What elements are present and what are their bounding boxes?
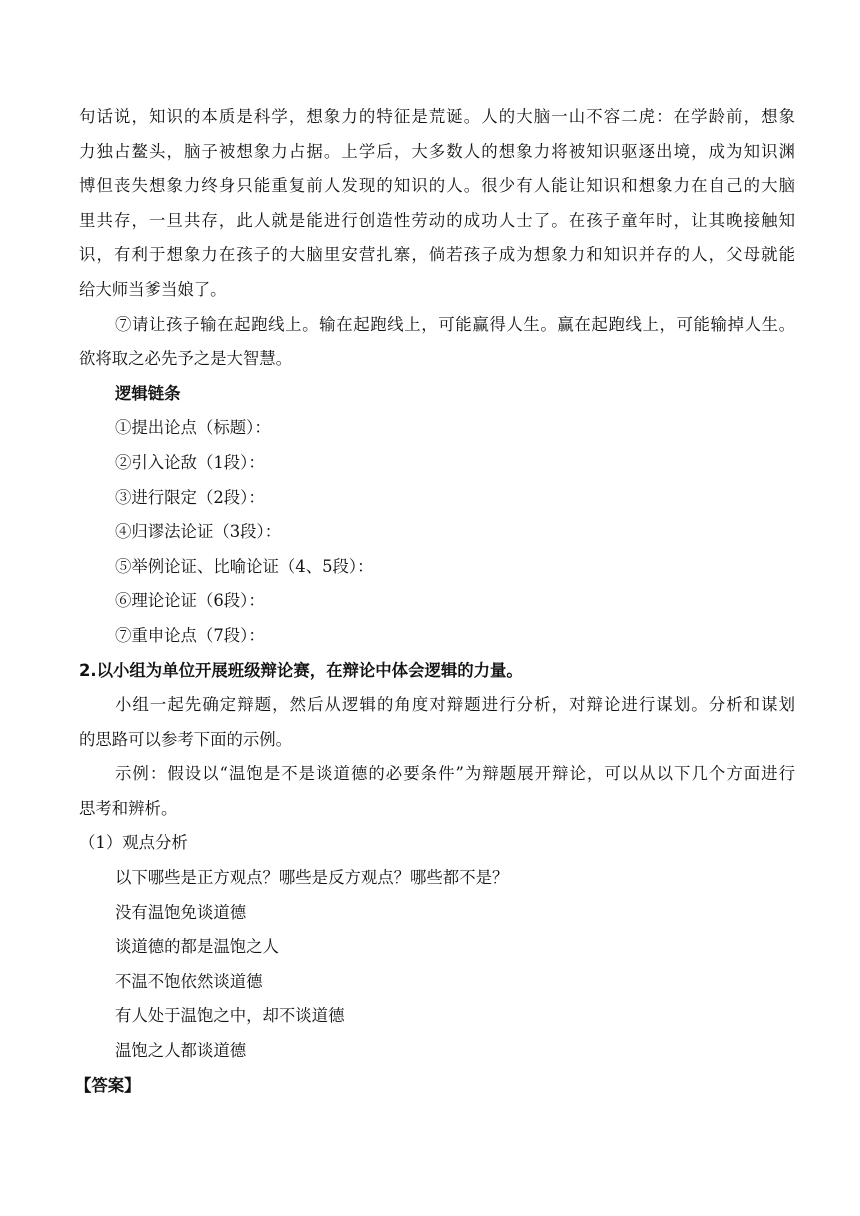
text-line: 给大师当爹当娘了。 <box>79 279 227 299</box>
logic-chain-item: ④归谬法论证（3段）： <box>115 522 282 542</box>
paragraph-7 <box>79 308 795 377</box>
text-line: 示例：假设以“温饱是不是谈道德的必要条件”为辩题展开辩论，可以从以下几个方面进行 <box>115 764 795 784</box>
paragraph-6 <box>79 100 795 308</box>
document-page <box>75 100 795 1103</box>
statement-item: 温饱之人都谈道德 <box>115 1041 247 1061</box>
text-line: 的思路可以参考下面的示例。 <box>79 729 293 749</box>
logic-chain-item: ⑦重申论点（7段）： <box>115 625 265 645</box>
statement-item: 没有温饱免谈道德 <box>115 902 247 922</box>
logic-chain-item: ⑤举例论证、比喻论证（4、5段）： <box>115 556 374 576</box>
logic-chain-heading: 逻辑链条 <box>115 383 181 403</box>
answer-label: 【答案】 <box>75 1075 141 1095</box>
text-line: 力独占鳌头，脑子被想象力占据。上学后，大多数人的想象力将被知识驱逐出境，成为知识渊 <box>79 141 795 161</box>
logic-chain-item: ③进行限定（2段）： <box>115 487 265 507</box>
question-title: 2.以小组为单位开展班级辩论赛，在辩论中体会逻辑的力量。 <box>79 660 523 680</box>
logic-chain-section <box>79 377 795 654</box>
statement-item: 有人处于温饱之中，却不谈道德 <box>115 1006 345 1026</box>
text-line: 欲将取之必先予之是大智慧。 <box>79 349 293 369</box>
text-line: 思考和辨析。 <box>79 798 178 818</box>
statement-item: 谈道德的都是温饱之人 <box>115 937 279 957</box>
text-line: ⑦请让孩子输在起跑线上。输在起跑线上，可能赢得人生。赢在起跑线上，可能输掉人生。 <box>115 314 795 334</box>
logic-chain-item: ②引入论敌（1段）： <box>115 452 265 472</box>
text-line: 博但丧失想象力终身只能重复前人发现的知识的人。很少有人能让知识和想象力在自己的大脑 <box>79 176 795 196</box>
text-line: 句话说，知识的本质是科学，想象力的特征是荒诞。人的大脑一山不容二虎：在学龄前，想象 <box>79 107 795 126</box>
text-line: 里共存，一旦共存，此人就是能进行创造性劳动的成功人士了。在孩子童年时，让其晚接触知 <box>79 210 795 230</box>
logic-chain-item: ⑥理论论证（6段）： <box>115 591 265 611</box>
text-line: 小组一起先确定辩题，然后从逻辑的角度对辩题进行分析，对辩论进行谋划。分析和谋划 <box>115 695 795 715</box>
question-2 <box>79 654 795 1069</box>
sub-heading: （1）观点分析 <box>79 833 188 853</box>
statement-item: 不温不饱依然谈道德 <box>115 971 263 991</box>
text-line: 识，有利于想象力在孩子的大脑里安营扎寨，倘若孩子成为想象力和知识并存的人，父母就能 <box>79 245 795 265</box>
logic-chain-item: ①提出论点（标题）： <box>115 418 271 438</box>
question-prompt: 以下哪些是正方观点？哪些是反方观点？哪些都不是？ <box>115 868 509 888</box>
